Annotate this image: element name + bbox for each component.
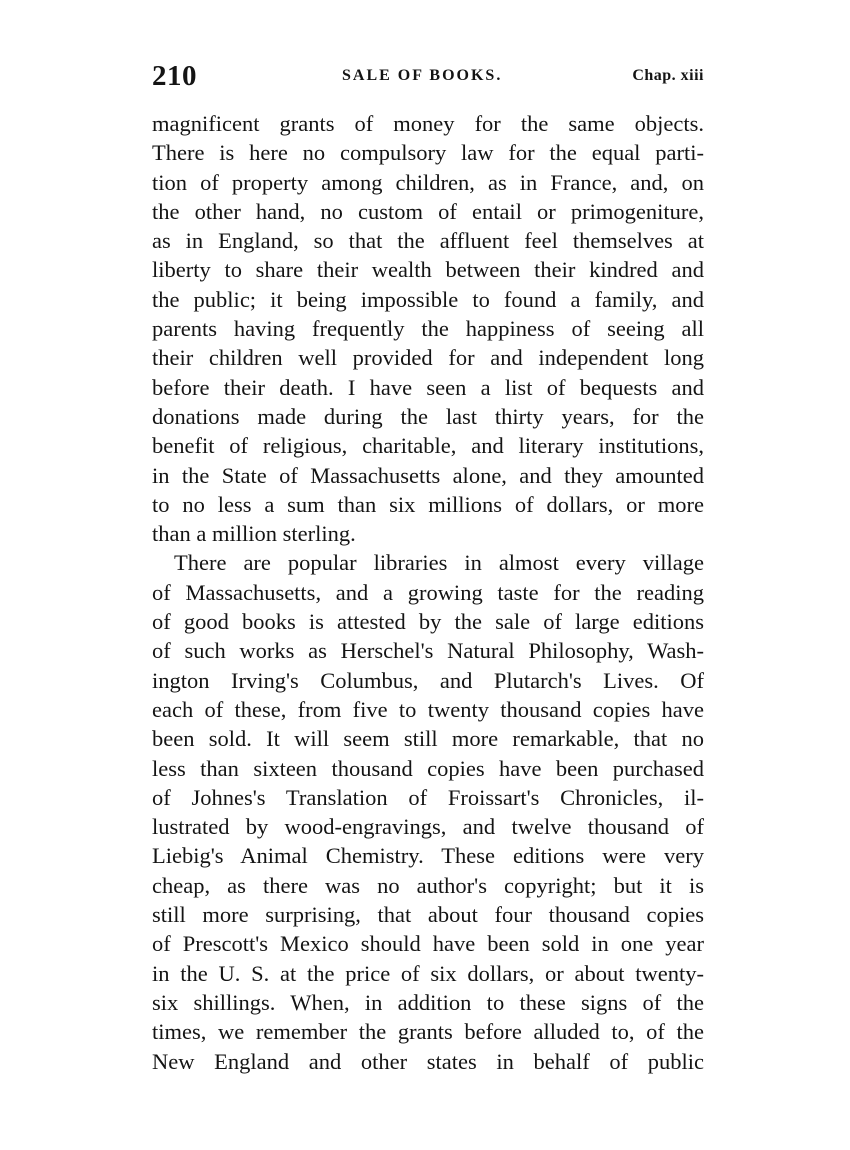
paragraph-2 — [152, 548, 704, 1075]
text-line: as in England, so that the affluent feel themselves at — [152, 228, 704, 254]
text-line: donations made during the last thirty years, for the — [152, 403, 704, 429]
text-line: of Massachusetts, and a growing taste for the reading — [152, 579, 704, 605]
text-line: parents having frequently the happiness of seeing all — [152, 316, 704, 342]
text-line: their children well provided for and independent long — [152, 345, 704, 371]
chapter-reference: Chap. xiii — [632, 67, 704, 84]
text-line: than a million sterling. — [152, 521, 356, 547]
page-number: 210 — [152, 60, 197, 92]
text-line: of good books is attested by the sale of large editions — [152, 609, 704, 635]
text-line: tion of property among children, as in France, and, on — [152, 169, 704, 195]
text-line: still more surprising, that about four thousand copies — [152, 902, 704, 928]
running-head — [152, 60, 704, 96]
text-line: of Prescott's Mexico should have been sold in one year — [152, 931, 704, 957]
text-line: liberty to share their wealth between their kindred and — [152, 257, 704, 283]
text-line: Liebig's Animal Chemistry. These editions were very — [152, 843, 704, 869]
text-line: the public; it being impossible to found a family, and — [152, 286, 704, 312]
body-text — [152, 109, 704, 1076]
text-line: lustrated by wood-engravings, and twelve thousand of — [152, 814, 704, 840]
text-line: New England and other states in behalf of public — [152, 1048, 704, 1074]
text-line: magnificent grants of money for the same objects. — [152, 111, 704, 136]
text-line: before their death. I have seen a list of bequests and — [152, 374, 704, 400]
text-line: each of these, from five to twenty thousand copies have — [152, 696, 704, 722]
text-line: of such works as Herschel's Natural Philosophy, Wash- — [152, 638, 704, 664]
text-line: cheap, as there was no author's copyright; but it is — [152, 872, 704, 898]
text-line: the other hand, no custom of entail or primogeniture, — [152, 198, 704, 224]
text-line: to no less a sum than six millions of dollars, or more — [152, 491, 704, 517]
text-line: ington Irving's Columbus, and Plutarch's Lives. Of — [152, 667, 704, 693]
text-line: less than sixteen thousand copies have been purchased — [152, 755, 704, 781]
text-line: There is here no compulsory law for the equal parti- — [152, 140, 704, 166]
text-line: been sold. It will seem still more remarkable, that no — [152, 726, 704, 752]
paragraph-1 — [152, 109, 704, 548]
running-title: SALE OF BOOKS. — [342, 67, 503, 84]
text-line: six shillings. When, in addition to these signs of the — [152, 989, 704, 1015]
text-line: in the State of Massachusetts alone, and they amounted — [152, 462, 704, 488]
text-line: times, we remember the grants before alluded to, of the — [152, 1019, 704, 1045]
text-line: There are popular libraries in almost every village — [174, 550, 704, 576]
text-line: of Johnes's Translation of Froissart's Chronicles, il- — [152, 784, 704, 810]
text-line: in the U. S. at the price of six dollars, or about twenty- — [152, 960, 704, 986]
text-line: benefit of religious, charitable, and literary institutions, — [152, 433, 704, 459]
